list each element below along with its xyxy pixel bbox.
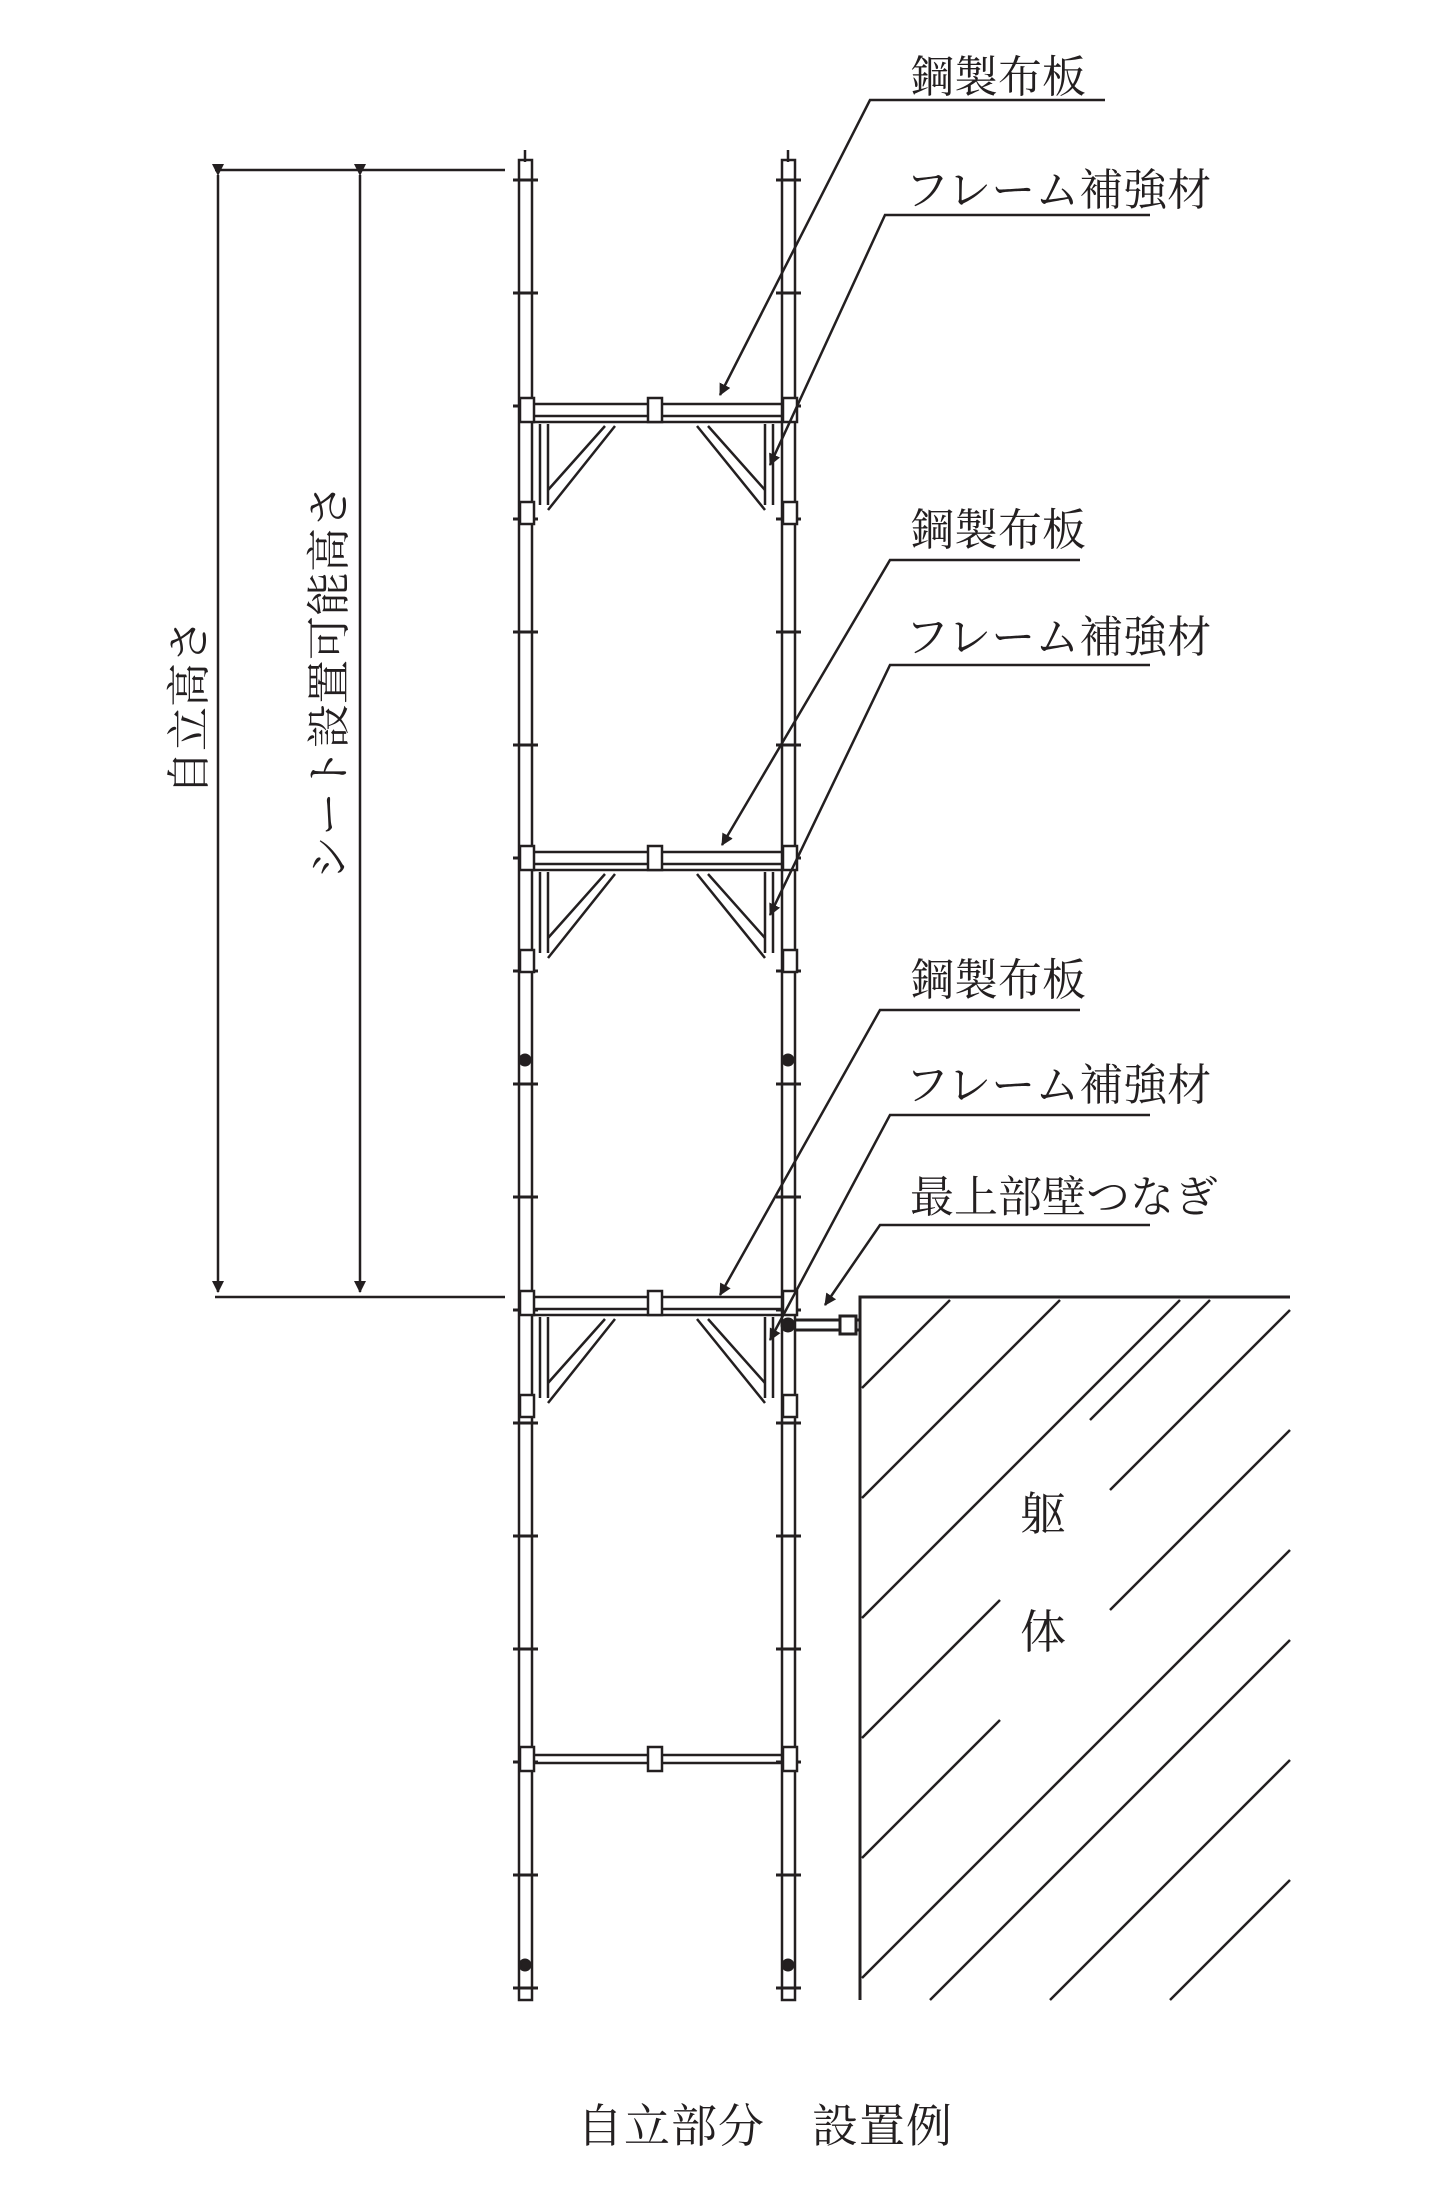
plank-clamp	[648, 398, 662, 422]
ledger-clamp	[520, 1747, 534, 1771]
label-steel-plank-1: 鋼製布板	[910, 52, 1086, 103]
ledger-clamp	[783, 1747, 797, 1771]
deck-level	[520, 398, 797, 524]
label-building-body-2: 体	[1020, 1605, 1066, 1659]
plank-clamp	[520, 1291, 534, 1315]
label-frame-reinforcement-3: フレーム補強材	[905, 1060, 1212, 1111]
brace-clamp	[520, 950, 534, 972]
label-sheet-installable-height: シート設置可能高さ	[304, 484, 355, 880]
bolt-dot	[520, 1055, 530, 1065]
bottom-ledger	[520, 1747, 797, 1771]
brace-clamp	[520, 1395, 534, 1417]
deck-levels	[520, 398, 797, 1771]
plank-clamp	[648, 1291, 662, 1315]
hatch-lines	[862, 1300, 1290, 2000]
plank-clamp	[648, 846, 662, 870]
deck-level	[520, 846, 797, 972]
building-body	[860, 1297, 1290, 2000]
brace-clamp	[783, 502, 797, 524]
frame-reinforcement	[540, 424, 773, 510]
figure-caption: 自立部分 設置例	[577, 2099, 953, 2153]
dimension-lines	[215, 170, 505, 1297]
bolt-dot	[520, 1960, 530, 1970]
label-frame-reinforcement-2: フレーム補強材	[905, 612, 1212, 663]
label-top-wall-tie: 最上部壁つなぎ	[910, 1172, 1218, 1223]
frame-reinforcement	[540, 1317, 773, 1403]
label-steel-plank-3: 鋼製布板	[910, 955, 1086, 1006]
plank-clamp	[783, 846, 797, 870]
frame-reinforcement	[540, 872, 773, 958]
label-building-body-1: 躯	[1020, 1487, 1066, 1541]
ledger-clamp	[648, 1747, 662, 1771]
label-freestanding-height: 自立高さ	[164, 619, 215, 795]
deck-level	[520, 1291, 797, 1417]
label-steel-plank-2: 鋼製布板	[910, 505, 1086, 556]
bolt-dot	[783, 1055, 793, 1065]
plank-clamp	[520, 398, 534, 422]
plank-clamp	[520, 846, 534, 870]
scaffold-posts	[519, 150, 795, 2000]
brace-clamp	[520, 502, 534, 524]
bolt-dot	[783, 1960, 793, 1970]
left-post	[519, 160, 532, 2000]
brace-clamp	[783, 1395, 797, 1417]
label-frame-reinforcement-1: フレーム補強材	[905, 165, 1212, 216]
brace-clamp	[783, 950, 797, 972]
post-ticks	[513, 180, 801, 1988]
